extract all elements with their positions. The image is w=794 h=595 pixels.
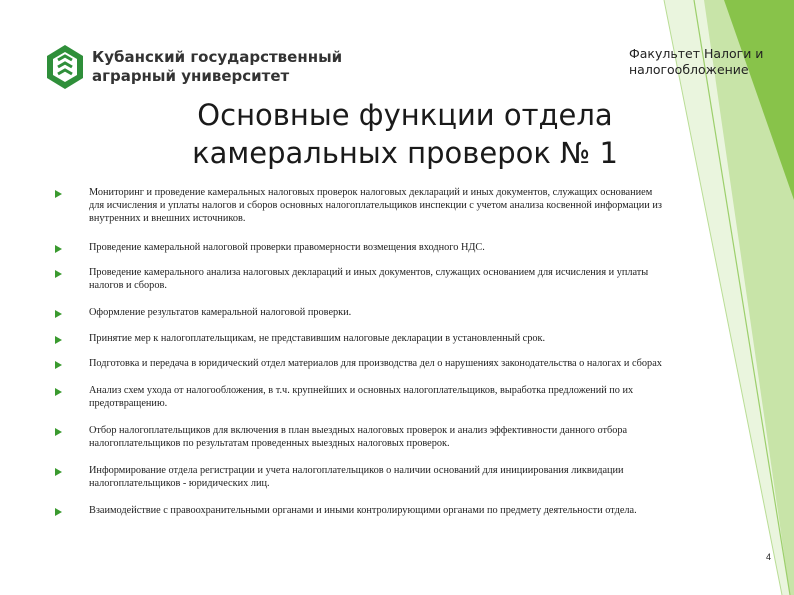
triangle-bullet-icon — [55, 270, 62, 278]
university-logo — [46, 44, 342, 90]
list-item — [55, 332, 685, 345]
faculty-label: Факультет Налоги и налогообложение — [629, 46, 764, 77]
list-item — [55, 384, 685, 410]
list-item-text: Анализ схем ухода от налогообложения, в т.ч. крупнейших и основных налогоплательщиков, выработка предложений по их предотвращению. — [89, 385, 634, 409]
triangle-bullet-icon — [55, 468, 62, 476]
slide-title: Основные функции отдела камеральных проверок № 1 — [192, 98, 618, 170]
list-item — [55, 241, 685, 254]
list-item — [55, 357, 685, 370]
list-item-text: Проведение камерального анализа налоговых деклараций и иных документов, служащих основанием для исчисления и уплаты налогов и сборов. — [89, 267, 649, 291]
triangle-bullet-icon — [55, 245, 62, 253]
triangle-bullet-icon — [55, 508, 62, 516]
triangle-bullet-icon — [55, 310, 62, 318]
list-item-text: Оформление результатов камеральной налоговой проверки. — [89, 307, 352, 318]
function-list — [55, 186, 685, 517]
list-item-text: Информирование отдела регистрации и учета налогоплательщиков о наличии оснований для инициирования ликвидации налогоплательщиков - юридических лиц. — [89, 465, 624, 489]
list-item — [55, 504, 685, 517]
list-item-text: Подготовка и передача в юридический отдел материалов для производства дел о нарушениях законодательства о налогах и сборах — [89, 358, 662, 369]
triangle-bullet-icon — [55, 336, 62, 344]
page-number: 4 — [766, 552, 772, 562]
logo-line-1: Кубанский государственный — [92, 48, 343, 66]
list-item-text: Взаимодействие с правоохранительными органами и иными контролирующими органами по предмету деятельности отдела. — [89, 505, 637, 516]
triangle-bullet-icon — [55, 428, 62, 436]
list-item — [55, 464, 685, 490]
list-item-text: Мониторинг и проведение камеральных налоговых проверок налоговых деклараций и иных документов, служащих основанием для исчисления и уплаты налогов и сборов основных налогоплательщиков инспекции с учетом анализа косвенной информации из внутренних и внешних источников. — [89, 187, 662, 224]
list-item — [55, 266, 685, 292]
triangle-bullet-icon — [55, 388, 62, 396]
list-item — [55, 424, 685, 450]
logo-line-2: аграрный университет — [92, 67, 290, 85]
list-item — [55, 186, 685, 225]
list-item-text: Принятие мер к налогоплательщикам, не представившим налоговые декларации в установленный срок. — [89, 333, 546, 344]
triangle-bullet-icon — [55, 190, 62, 198]
logo-emblem-icon — [46, 44, 84, 90]
triangle-bullet-icon — [55, 361, 62, 369]
list-item-text: Отбор налогоплательщиков для включения в план выездных налоговых проверок и анализ эффективности данного отбора налогоплательщиков по результатам проведенных выездных налоговых проверок. — [89, 425, 628, 449]
list-item — [55, 306, 685, 319]
list-item-text: Проведение камеральной налоговой проверки правомерности возмещения входного НДС. — [89, 242, 485, 253]
